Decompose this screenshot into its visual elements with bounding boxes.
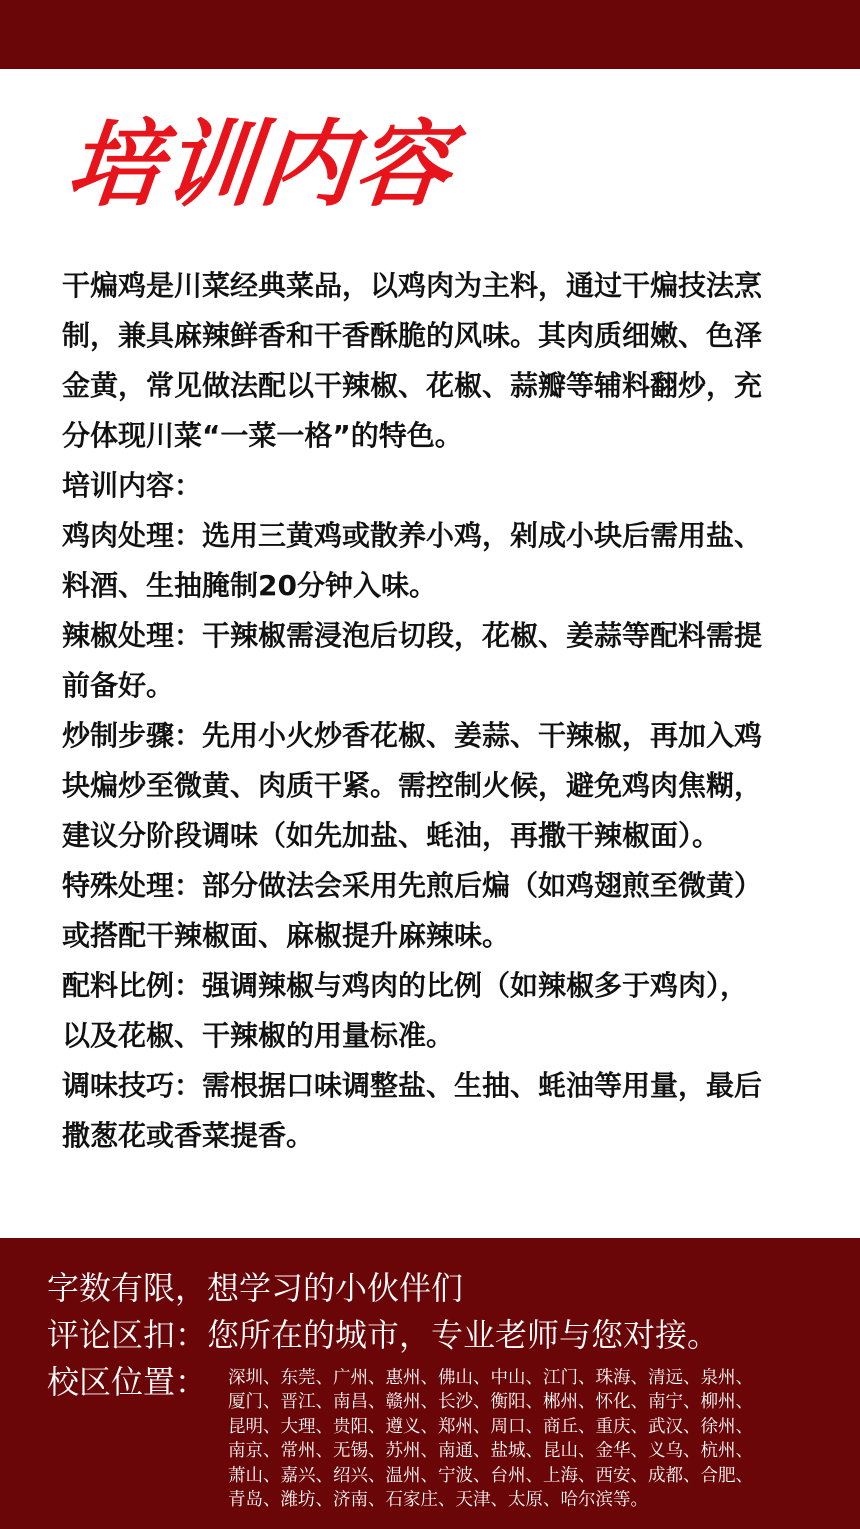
campus-label: 校区位置： [47, 1363, 208, 1401]
chicken-processing-paragraph: 鸡肉处理：选用三黄鸡或散养小鸡，剁成小块后需用盐、料酒、生抽腌制20分钟入味。 [62, 519, 763, 602]
page-title: 培训内容 [62, 111, 458, 220]
top-banner [0, 0, 860, 69]
seasoning-tips-paragraph: 调味技巧：需根据口味调整盐、生抽、蚝油等用量，最后撒葱花或香菜提香。 [62, 1069, 763, 1152]
footer-panel [0, 1238, 860, 1529]
campus-list-line: 深圳、东莞、广州、惠州、佛山、中山、江门、珠海、清远、泉州、 [228, 1368, 753, 1388]
stir-fry-steps-paragraph: 炒制步骤：先用小火炒香花椒、姜蒜、干辣椒，再加入鸡块煸炒至微黄、肉质干紧。需控制火候，避免鸡肉焦糊，建议分阶段调味（如先加盐、蚝油，再撒干辣椒面）。 [62, 719, 763, 852]
campus-list-line: 青岛、潍坊、济南、石家庄、天津、太原、哈尔滨等。 [228, 1490, 648, 1511]
campus-list [228, 1366, 828, 1512]
ingredient-ratio-paragraph: 配料比例：强调辣椒与鸡肉的比例（如辣椒多于鸡肉），以及花椒、干辣椒的用量标准。 [62, 969, 749, 1052]
article-body [62, 261, 774, 1161]
intro-paragraph: 干煸鸡是川菜经典菜品，以鸡肉为主料，通过干煸技法烹制，兼具麻辣鲜香和干香酥脆的风味。其肉质细嫩、色泽金黄，常见做法配以干辣椒、花椒、蒜瓣等辅料翻炒，充分体现川菜“一菜一格”的特色。 [62, 269, 763, 452]
section-heading: 培训内容： [62, 469, 203, 502]
cta-line-2: 评论区扣：您所在的城市，专业老师与您对接。 [47, 1316, 720, 1354]
article-content [0, 69, 860, 1238]
campus-list-line: 南京、常州、无锡、苏州、南通、盐城、昆山、金华、义乌、杭州、 [228, 1441, 753, 1462]
campus-list-line: 厦门、晋江、南昌、赣州、长沙、衡阳、郴州、怀化、南宁、柳州、 [228, 1392, 753, 1413]
special-processing-paragraph: 特殊处理：部分做法会采用先煎后煸（如鸡翅煎至微黄）或搭配干辣椒面、麻椒提升麻辣味。 [62, 869, 763, 952]
campus-list-line: 萧山、嘉兴、绍兴、温州、宁波、台州、上海、西安、成都、合肥、 [228, 1465, 753, 1486]
campus-list-line: 昆明、大理、贵阳、遵义、郑州、周口、商丘、重庆、武汉、徐州、 [228, 1416, 753, 1437]
cta-line-1: 字数有限，想学习的小伙伴们 [47, 1269, 464, 1307]
chili-processing-paragraph: 辣椒处理：干辣椒需浸泡后切段，花椒、姜蒜等配料需提前备好。 [62, 619, 763, 702]
